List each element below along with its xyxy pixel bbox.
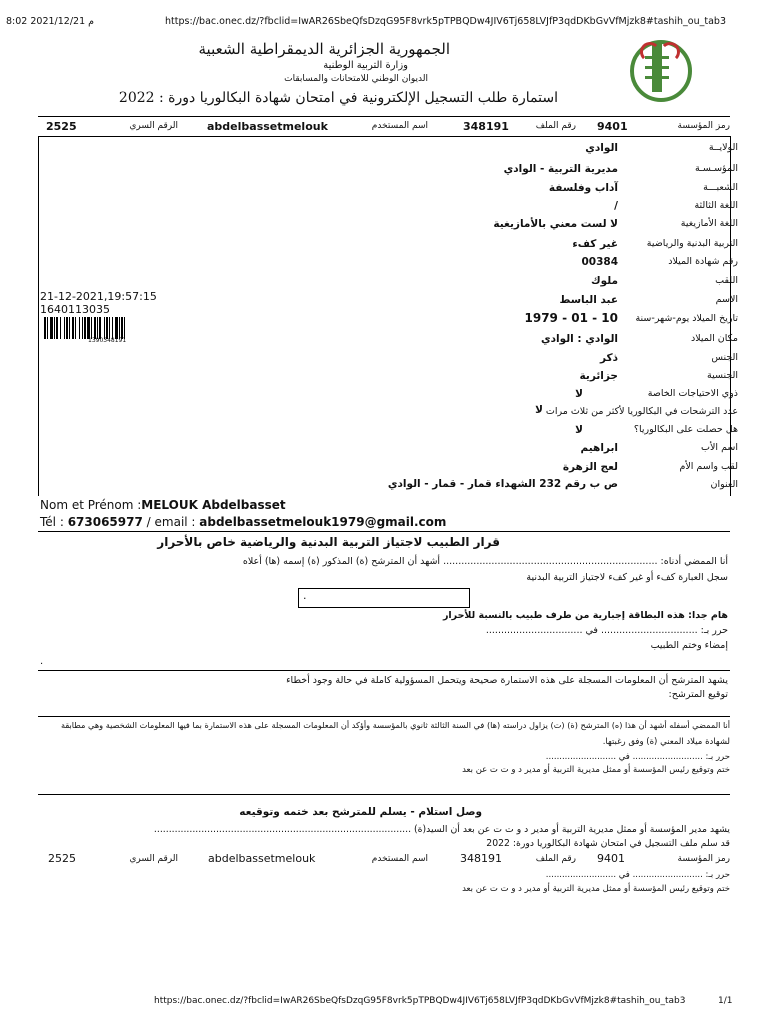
field-value: ملوك [591,275,618,287]
receipt-file-number-label: رقم الملف [535,854,576,864]
field-value: 10 - 01 - 1979 [524,311,618,325]
receipt-file-number: 348191 [460,852,502,865]
field-label: تاريخ الميلاد يوم-شهر-سنة [635,313,738,324]
candidate-signature: توقيع المترشح: [668,689,728,700]
fitness-decision-value: . [303,589,307,602]
doctor-written-at: حرر بـ: ................................ في ................................ [485,625,728,636]
receipt-line2: قد سلم ملف التسجيل في امتحان شهادة البكالوريا دورة: 2022 [486,838,730,849]
print-url-top: https://bac.onec.dz/?fbclid=IwAR26SbeQfsDzqG95F8vrk5pTPBQDw4JIV6Tj658LVJfP3qdDKbGvVfMjzk8#tashih_ou_tab3 [165,16,726,27]
field-label: الجنس [711,352,738,363]
field-value: لا [575,388,583,400]
field-label: الجنسية [707,370,738,381]
institution-signature: ختم وتوقيع رئيس المؤسسة أو ممثل مديرية التربية أو مدير د و ت ت عن بعد [462,765,730,775]
receipt-institution-code: 9401 [597,852,625,865]
stray-dot: . [40,656,44,667]
field-value: ص ب رقم 232 الشهداء قمار - قمار - الوادي [387,478,618,490]
field-value: غير كفء [572,238,618,250]
receipt-written-at: حرر بـ: .......................... في .......................... [545,870,730,880]
receipt-title: وصل استلام - يسلم للمترشح بعد ختمه وتوقيعه [239,806,482,818]
field-label: اسم الأب [701,442,738,453]
field-value: عبد الباسط [559,294,618,306]
field-value: جزائرية [579,370,618,382]
republic-title: الجمهورية الجزائرية الديمقراطية الشعبية [198,40,450,58]
institution-declaration: أنا الممضي أسفله أشهد أن هذا (ه) المترشح (ة) (ت) يزاول دراسته (ها) في السنة الثالثة ثانوي بالمؤسسة وأؤكد أن المعلومات المسجلة على هذه الاستمارة بما فيها المعلومات الشخصية وهي مطابقة [60,720,730,730]
email-label: / email : [142,515,200,529]
institution-code-label: رمز المؤسسة [677,121,730,131]
field-label: اللغة الثالثة [694,200,738,211]
field-label: اللقب [715,275,738,286]
print-page-count: 1/1 [718,996,733,1006]
field-value: / [614,200,618,212]
barcode-number: 1390348191 [88,337,127,344]
file-number-label: رقم الملف [535,121,576,131]
field-label: لقب واسم الأم [679,461,738,472]
contact-name [40,498,286,512]
field-value: لا [575,424,583,436]
field-value: الوادي [585,142,618,154]
form-title: استمارة طلب التسجيل الإلكترونية في امتحان شهادة البكالوريا دورة : 2022 [118,90,558,106]
receipt-secret: 2525 [48,852,76,865]
field-label: الاسم [715,294,738,305]
field-value: لعج الزهرة [562,461,618,473]
tel-label: Tél : [40,515,68,529]
receipt-line1: يشهد مدير المؤسسة أو ممثل مديرية التربية أو مدير د و ت ت عن بعد أن السيد(ة) ....................................................................................... [153,824,730,835]
doctor-section-title: قرار الطبيب لاجتياز التربية البدنية والرياضية خاص بالأحرار [157,535,500,549]
name-value: MELOUK Abdelbasset [141,498,286,512]
field-label: هل حصلت على البكالوريا؟ [633,424,738,435]
institution-written-at: حرر بـ: .......................... في .......................... [545,752,730,762]
institution-declaration-cont: لشهادة ميلاد المعني (ة) وفق رغبتها. [602,737,730,747]
field-label: العنوان [710,479,738,490]
field-value: لا لست معني بالأمازيغية [493,218,618,230]
field-value: ابراهيم [580,442,618,454]
field-value: آداب وفلسفة [548,182,618,194]
field-label: الولايــة [708,142,738,153]
file-number: 348191 [463,120,509,133]
name-label: Nom et Prénom : [40,498,142,512]
print-url-bottom: https://bac.onec.dz/?fbclid=IwAR26SbeQfsDzqG95F8vrk5pTPBQDw4JIV6Tj658LVJfP3qdDKbGvVfMjzk8#tashih_ou_tab3 [154,996,686,1006]
email-value: abdelbassetmelouk1979@gmail.com [199,515,447,529]
receipt-username: abdelbassetmelouk [208,852,316,865]
receipt-institution-code-label: رمز المؤسسة [677,854,730,864]
field-label: الشعبـــة [703,182,738,193]
field-label: مكان الميلاد [690,333,738,344]
field-label: اللغة الأمازيغية [680,218,738,229]
doctor-signature: إمضاء وختم الطبيب [650,640,728,651]
barcode [44,317,162,339]
print-datetime: 8:02 2021/12/21 م [6,16,95,27]
username-label: اسم المستخدم [371,121,428,131]
field-value: مديرية التربية - الوادي [503,163,618,175]
receipt-signature: ختم وتوقيع رئيس المؤسسة أو ممثل مديرية التربية أو مدير د و ت ت عن بعد [462,884,730,894]
field-value: لا [535,404,543,416]
field-value: الوادي : الوادي [541,333,618,345]
field-label: ذوي الاحتياجات الخاصة [647,388,738,399]
secret-label: الرقم السري [129,121,178,131]
candidate-declaration: يشهد المترشح أن المعلومات المسجلة على هذه الاستمارة صحيحة ويتحمل المسؤولية كاملة في حالة وجود أخطاء [286,675,728,686]
field-label: عدد الترشحات في البكالوريا لأكثر من ثلاث مرات [545,406,738,417]
username: abdelbassetmelouk [207,120,328,133]
field-label: المؤسـسـة [694,163,738,174]
contact-tel-email [40,515,446,529]
registration-code: 1640113035 [40,303,110,316]
field-value: ذكر [599,352,618,364]
field-label: التربية البدنية والرياضية [646,238,738,249]
doctor-attest-line: أنا الممضي أدناه: ....................................................................... أشهد أن المترشح (ة) المذكور (ة) إسمه (ها) أعلاه [242,556,728,567]
field-label: رقم شهادة الميلاد [668,256,738,267]
fitness-decision-box[interactable] [298,588,470,608]
institution-code: 9401 [597,120,628,133]
ministry-title: وزارة التربية الوطنية [323,60,408,71]
secret-code: 2525 [46,120,77,133]
doctor-instruction: سجل العبارة كفء أو غير كفء لاجتياز التربية البدنية [526,572,728,583]
doctor-important-note: هام جدا: هذه البطاقة إجبارية من طرف طبيب بالنسبة للأحرار [442,610,728,621]
tel-value: 673065977 [67,515,143,529]
receipt-username-label: اسم المستخدم [371,854,428,864]
office-title: الديوان الوطني للامتحانات والمسابقات [284,74,428,84]
receipt-secret-label: الرقم السري [129,854,178,864]
field-value: 00384 [581,256,618,268]
registration-datetime: 21-12-2021,19:57:15 [40,290,157,303]
